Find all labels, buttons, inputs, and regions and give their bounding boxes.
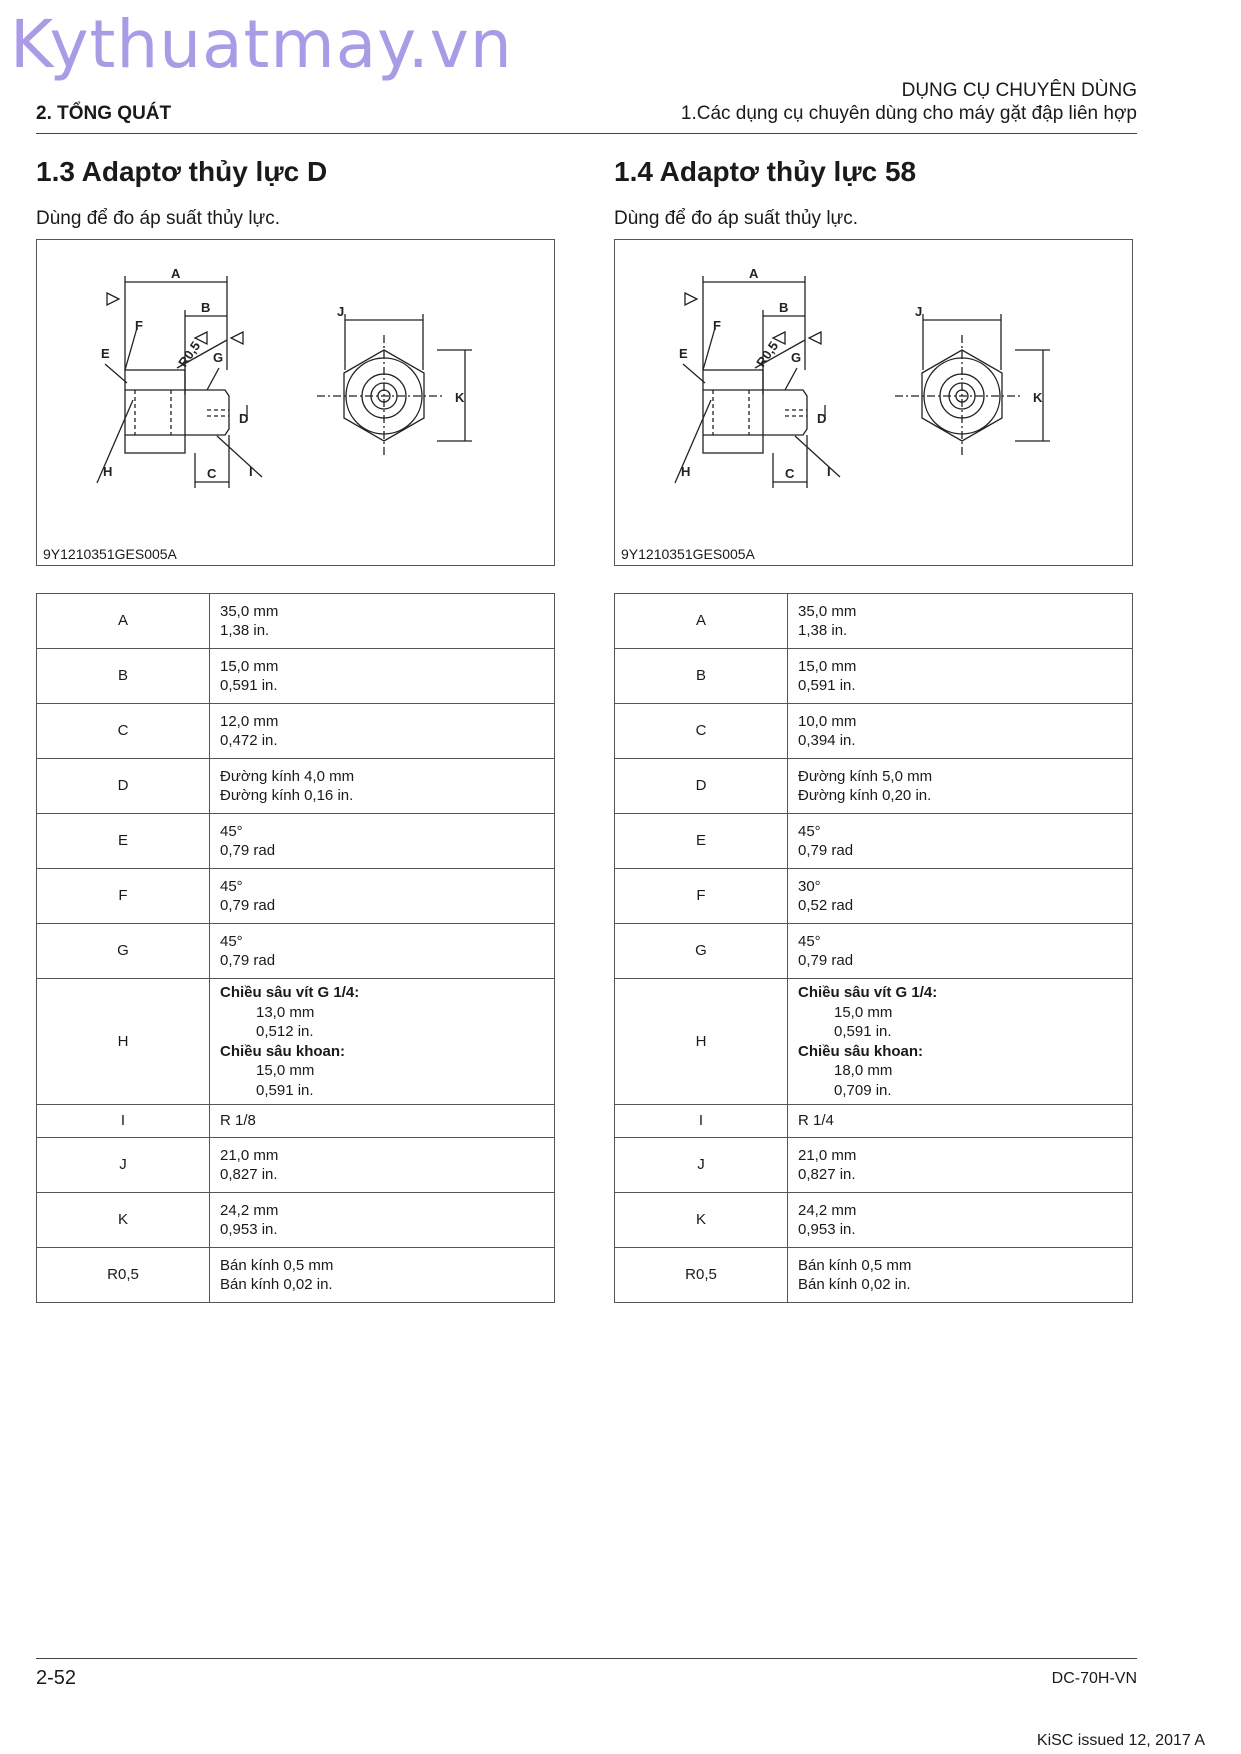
label-r: R0,5 [753, 338, 782, 370]
table-row: G 45° 0,79 rad [615, 924, 1133, 979]
drawing-svg [615, 240, 1132, 565]
label-e: E [101, 346, 110, 361]
label-a: A [749, 266, 759, 281]
label-d: D [817, 411, 827, 426]
table-row: F 45° 0,79 rad [37, 869, 555, 924]
label-h: H [103, 464, 113, 479]
section-description: Dùng để đo áp suất thủy lực. [36, 208, 281, 229]
table-row: H Chiều sâu vít G 1/4: 13,0 mm 0,512 in. Chiều sâu khoan: 15,0 mm 0,591 in. [37, 979, 555, 1105]
issue-note: KiSC issued 12, 2017 A [1036, 1732, 1205, 1749]
section-title: 1.4 Adaptơ thủy lực 58 [614, 156, 917, 187]
table-row: F 30° 0,52 rad [615, 869, 1133, 924]
table-row: G 45° 0,79 rad [37, 924, 555, 979]
section-right [614, 156, 1133, 1293]
section-description: Dùng để đo áp suất thủy lực. [614, 208, 859, 229]
table-row: I R 1/8 [37, 1105, 555, 1138]
table-row: I R 1/4 [615, 1105, 1133, 1138]
table-row: H Chiều sâu vít G 1/4: 15,0 mm 0,591 in. Chiều sâu khoan: 18,0 mm 0,709 in. [615, 979, 1133, 1105]
header-section: 2. TỔNG QUÁT [36, 103, 172, 124]
table-row: D Đường kính 4,0 mm Đường kính 0,16 in. [37, 759, 555, 814]
label-j: J [337, 304, 345, 319]
table-row: B 15,0 mm 0,591 in. [615, 649, 1133, 704]
spec-table [36, 593, 555, 1303]
table-row: C 10,0 mm 0,394 in. [615, 704, 1133, 759]
document-id: DC-70H-VN [1051, 1670, 1137, 1687]
drawing-svg [37, 240, 554, 565]
label-f: F [135, 318, 143, 333]
footer-divider [36, 1658, 1137, 1659]
label-c: C [207, 466, 217, 481]
adapter-drawing [36, 239, 555, 566]
table-row: A 35,0 mm 1,38 in. [37, 594, 555, 649]
table-row: R0,5 Bán kính 0,5 mm Bán kính 0,02 in. [615, 1248, 1133, 1303]
label-i: I [827, 464, 831, 479]
label-b: B [201, 300, 211, 315]
header-title: DỤNG CỤ CHUYÊN DÙNG [901, 80, 1137, 101]
figure-code: 9Y1210351GES005A [43, 546, 177, 562]
label-e: E [679, 346, 688, 361]
label-g: G [213, 350, 224, 365]
watermark: Kythuatmay.vn [10, 6, 513, 83]
table-row: K 24,2 mm 0,953 in. [615, 1193, 1133, 1248]
figure-code: 9Y1210351GES005A [621, 546, 755, 562]
label-a: A [171, 266, 181, 281]
table-row: D Đường kính 5,0 mm Đường kính 0,20 in. [615, 759, 1133, 814]
label-i: I [249, 464, 253, 479]
table-row: R0,5 Bán kính 0,5 mm Bán kính 0,02 in. [37, 1248, 555, 1303]
table-row: E 45° 0,79 rad [37, 814, 555, 869]
table-row: C 12,0 mm 0,472 in. [37, 704, 555, 759]
label-f: F [713, 318, 721, 333]
table-row: K 24,2 mm 0,953 in. [37, 1193, 555, 1248]
label-g: G [791, 350, 802, 365]
label-h: H [681, 464, 691, 479]
table-row: B 15,0 mm 0,591 in. [37, 649, 555, 704]
spec-table [614, 593, 1133, 1303]
label-r: R0,5 [175, 338, 204, 370]
label-j: J [915, 304, 923, 319]
page-number: 2-52 [36, 1667, 77, 1689]
label-c: C [785, 466, 795, 481]
table-row: J 21,0 mm 0,827 in. [37, 1138, 555, 1193]
header-subtitle: 1.Các dụng cụ chuyên dùng cho máy gặt đập liên hợp [680, 103, 1137, 124]
table-row: A 35,0 mm 1,38 in. [615, 594, 1133, 649]
table-row: E 45° 0,79 rad [615, 814, 1133, 869]
section-title: 1.3 Adaptơ thủy lực D [36, 156, 328, 187]
label-k: K [455, 390, 465, 405]
label-b: B [779, 300, 789, 315]
adapter-drawing [614, 239, 1133, 566]
label-d: D [239, 411, 249, 426]
label-k: K [1033, 390, 1043, 405]
section-left [36, 156, 555, 1293]
table-row: J 21,0 mm 0,827 in. [615, 1138, 1133, 1193]
header-divider [36, 133, 1137, 134]
